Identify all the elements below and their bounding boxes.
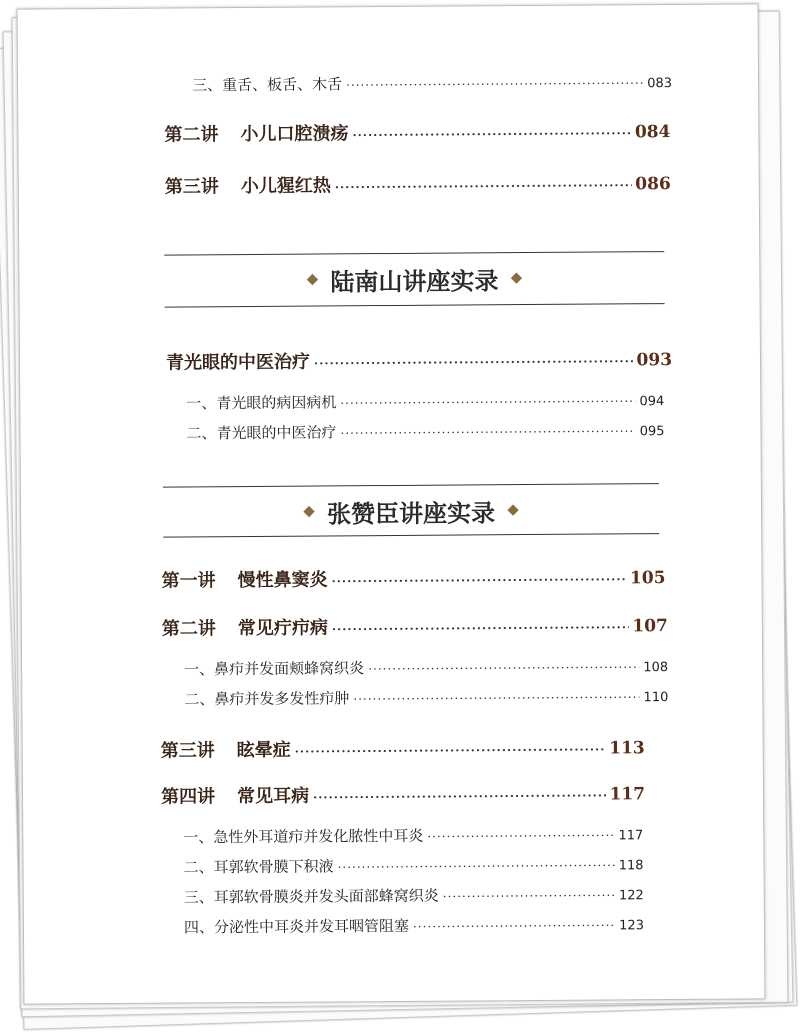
entry-page: 123 bbox=[619, 918, 645, 934]
section-rule-bottom bbox=[163, 533, 659, 537]
entry-title: 三、重舌、板舌、木舌 bbox=[192, 75, 343, 95]
entry-page: 108 bbox=[643, 660, 669, 676]
lecture-number: 第三讲 bbox=[160, 740, 215, 762]
toc-entry bbox=[161, 563, 665, 593]
entry-title: 二、耳郭软骨膜下积液 bbox=[183, 857, 334, 877]
toc-entry bbox=[186, 389, 664, 413]
leader-dots bbox=[352, 126, 631, 142]
toc-entry bbox=[183, 823, 643, 847]
entry-title: 小儿口腔溃疡 bbox=[240, 123, 349, 146]
entry-page: 107 bbox=[632, 616, 668, 637]
entry-title: 四、分泌性中耳炎并发耳咽管阻塞 bbox=[183, 916, 410, 937]
entry-title: 眩晕症 bbox=[236, 739, 291, 762]
leader-dots bbox=[314, 354, 633, 370]
entry-title: 青光眼的中医治疗 bbox=[165, 351, 311, 374]
diamond-icon bbox=[307, 274, 318, 285]
entry-title: 小儿猩红热 bbox=[240, 175, 331, 198]
diamond-icon bbox=[303, 506, 314, 517]
toc-entry bbox=[161, 779, 645, 808]
entry-title: 常见疔疖病 bbox=[237, 617, 328, 640]
entry-page: 117 bbox=[618, 828, 644, 844]
entry-page: 083 bbox=[647, 76, 673, 92]
entry-page: 122 bbox=[618, 888, 644, 904]
leader-dots bbox=[331, 572, 626, 588]
leader-dots bbox=[313, 789, 606, 805]
entry-page: 117 bbox=[609, 784, 646, 805]
section-rule-bottom bbox=[165, 303, 665, 307]
toc-entry bbox=[183, 853, 643, 877]
leader-dots bbox=[335, 178, 632, 194]
section-heading-text: 张赞臣讲座实录 bbox=[326, 498, 496, 528]
entry-page: 095 bbox=[639, 424, 665, 440]
toc-entry bbox=[161, 733, 645, 762]
lecture-number: 第二讲 bbox=[164, 124, 219, 146]
section-rule-top bbox=[163, 483, 659, 487]
lecture-number: 第四讲 bbox=[160, 786, 216, 808]
section-heading bbox=[164, 257, 664, 300]
leader-dots bbox=[346, 76, 643, 92]
entry-title: 慢性鼻窦炎 bbox=[237, 569, 328, 592]
leader-dots bbox=[340, 394, 635, 410]
diamond-icon bbox=[507, 504, 518, 515]
toc-page bbox=[17, 3, 766, 1004]
leader-dots bbox=[332, 620, 629, 636]
toc-entry bbox=[165, 169, 671, 199]
entry-page: 086 bbox=[635, 174, 671, 195]
entry-title: 一、鼻疖并发面颊蜂窝织炎 bbox=[184, 659, 365, 679]
leader-dots bbox=[353, 690, 639, 706]
diamond-icon bbox=[511, 272, 522, 283]
leader-dots bbox=[340, 424, 635, 440]
toc-entry bbox=[184, 913, 644, 937]
entry-title: 三、耳郭软骨膜炎并发头面部蜂窝织炎 bbox=[183, 886, 439, 907]
toc-entry bbox=[192, 71, 672, 95]
entry-title: 二、鼻疖并发多发性疖肿 bbox=[184, 689, 350, 709]
toc-entry bbox=[162, 611, 668, 641]
entry-page: 093 bbox=[636, 350, 673, 371]
entry-title: 二、青光眼的中医治疗 bbox=[186, 423, 337, 443]
section-heading bbox=[163, 489, 659, 532]
entry-page: 094 bbox=[639, 394, 665, 410]
leader-dots bbox=[338, 858, 615, 874]
entry-page: 113 bbox=[609, 738, 645, 759]
lecture-number: 第三讲 bbox=[164, 176, 219, 198]
toc-entry bbox=[166, 345, 672, 375]
leader-dots bbox=[295, 743, 606, 759]
entry-page: 084 bbox=[634, 122, 671, 143]
entry-page: 110 bbox=[643, 690, 669, 706]
lecture-number: 第二讲 bbox=[161, 618, 216, 640]
toc-entry bbox=[184, 883, 644, 907]
section-heading-text: 陆南山讲座实录 bbox=[330, 266, 499, 296]
entry-title: 一、急性外耳道疖并发化脓性中耳炎 bbox=[183, 826, 424, 847]
entry-page: 105 bbox=[629, 568, 666, 589]
leader-dots bbox=[443, 888, 615, 903]
entry-title: 一、青光眼的病因病机 bbox=[186, 393, 337, 413]
toc-entry bbox=[184, 655, 668, 679]
leader-dots bbox=[413, 918, 615, 933]
entry-page: 118 bbox=[618, 858, 644, 874]
toc-entry bbox=[164, 117, 670, 147]
leader-dots bbox=[368, 660, 639, 676]
toc-entry bbox=[184, 685, 668, 709]
toc-entry bbox=[186, 419, 664, 443]
entry-title: 常见耳病 bbox=[236, 785, 310, 808]
section-rule-top bbox=[164, 251, 664, 255]
lecture-number: 第一讲 bbox=[161, 570, 216, 592]
leader-dots bbox=[427, 828, 614, 843]
